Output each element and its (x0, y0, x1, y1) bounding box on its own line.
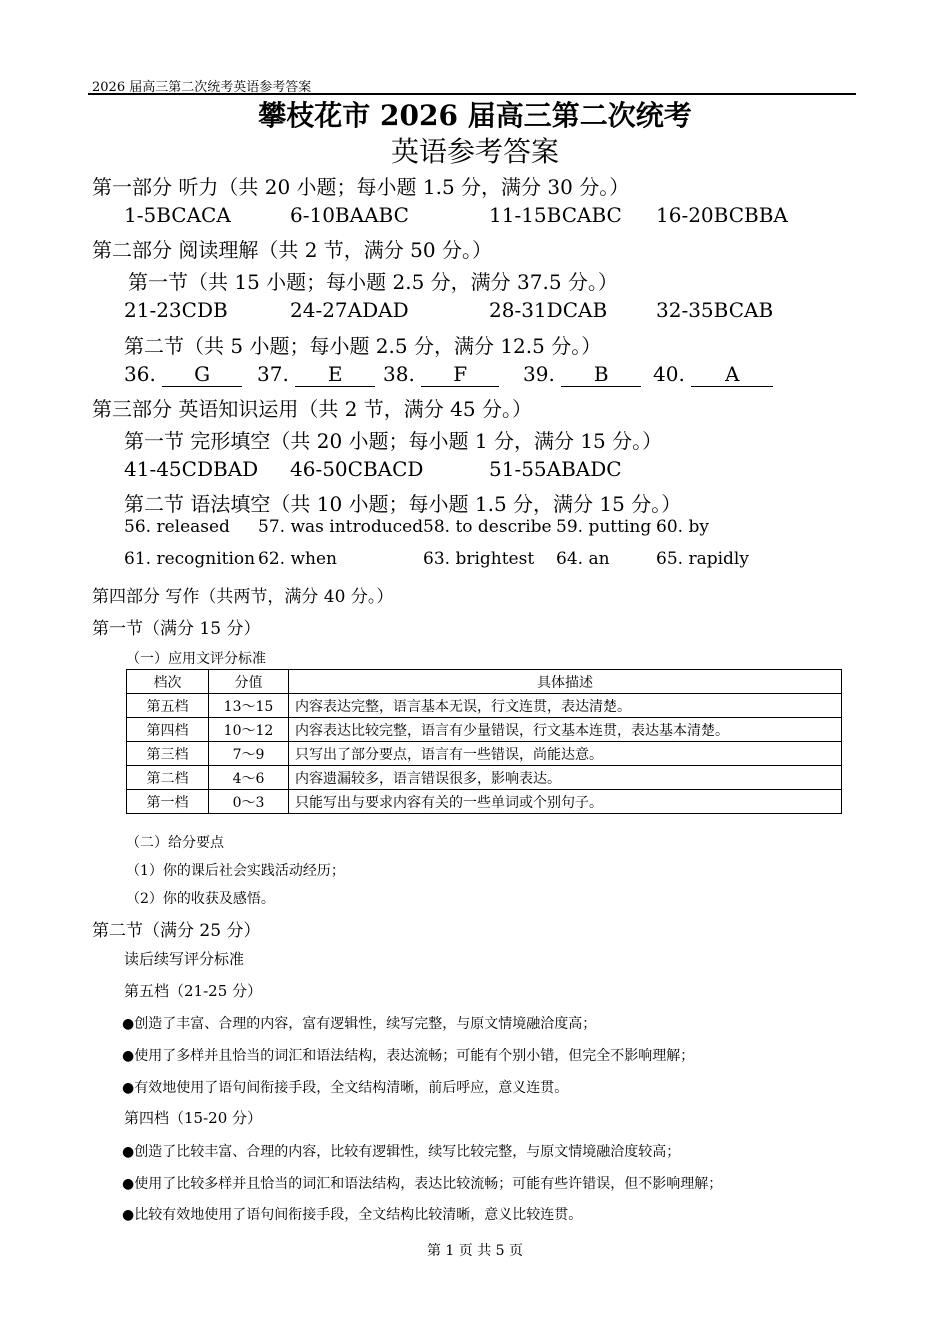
part2-sec1-answer-4: 32-35BCAB (656, 298, 774, 322)
level5-heading: 第五档（21-25 分） (124, 982, 263, 1000)
table-cell: 10～12 (209, 718, 289, 742)
scoring-table (126, 669, 842, 814)
answer-40 (653, 362, 773, 387)
table-cell: 0～3 (209, 790, 289, 814)
part1-heading: 第一部分 听力（共 20 小题；每小题 1.5 分，满分 30 分。） (92, 175, 630, 199)
grammar-answer-64: 64. an (556, 549, 610, 569)
part3-sec1-answer-3: 51-55ABADC (489, 457, 622, 481)
table-cell: 第四档 (127, 718, 209, 742)
table-cell: 4～6 (209, 766, 289, 790)
grammar-answer-62: 62. when (258, 549, 337, 569)
grammar-answer-59: 59. putting (556, 517, 652, 537)
part2-heading: 第二部分 阅读理解（共 2 节，满分 50 分。） (92, 238, 492, 262)
table-cell: 第一档 (127, 790, 209, 814)
part2-sec1-answer-1: 21-23CDB (124, 298, 228, 322)
column-header-description: 具体描述 (289, 670, 842, 694)
table-row (127, 742, 842, 766)
answer-36-num: 36. (124, 362, 156, 386)
level5-criterion-3: ●有效地使用了语句间衔接手段，全文结构清晰，前后呼应，意义连贯。 (122, 1080, 569, 1096)
table-header-row (127, 670, 842, 694)
part1-answer-3: 11-15BCABC (489, 203, 622, 227)
table-row (127, 790, 842, 814)
answer-38 (383, 362, 499, 387)
table-row (127, 718, 842, 742)
table-cell: 内容表达比较完整，语言有少量错误，行文基本连贯，表达基本清楚。 (289, 718, 842, 742)
part2-sec1-heading: 第一节（共 15 小题；每小题 2.5 分，满分 37.5 分。） (128, 270, 618, 294)
table-cell: 第三档 (127, 742, 209, 766)
table-cell: 第二档 (127, 766, 209, 790)
part2-sec1-answer-2: 24-27ADAD (290, 298, 409, 322)
answer-38-num: 38. (383, 362, 415, 386)
part1-answer-2: 6-10BAABC (290, 203, 409, 227)
running-header: 2026 届高三第二次统考英语参考答案 (92, 80, 312, 95)
grammar-answer-56: 56. released (124, 517, 230, 537)
continuation-criteria-title: 读后续写评分标准 (124, 950, 245, 968)
table-cell: 内容表达完整，语言基本无误，行文连贯，表达清楚。 (289, 694, 842, 718)
column-header-score: 分值 (209, 670, 289, 694)
part3-sec1-answer-1: 41-45CDBAD (124, 457, 259, 481)
grammar-answer-58: 58. to describe (423, 517, 552, 537)
answer-37 (257, 362, 375, 387)
table-cell: 13～15 (209, 694, 289, 718)
answer-37-value: E (295, 362, 375, 387)
table-row (127, 694, 842, 718)
level5-criterion-2: ●使用了多样并且恰当的词汇和语法结构，表达流畅；可能有个别小错，但完全不影响理解； (122, 1048, 695, 1064)
column-header-level: 档次 (127, 670, 209, 694)
grammar-answer-65: 65. rapidly (656, 549, 749, 569)
answer-37-num: 37. (257, 362, 289, 386)
level5-criterion-1: ●创造了丰富、合理的内容，富有逻辑性，续写完整，与原文情境融洽度高； (122, 1016, 597, 1032)
table-row (127, 766, 842, 790)
table-cell: 只写出了部分要点，语言有一些错误，尚能达意。 (289, 742, 842, 766)
table-cell: 内容遗漏较多，语言错误很多，影响表达。 (289, 766, 842, 790)
answer-39 (523, 362, 641, 387)
answer-38-value: F (421, 362, 499, 387)
grammar-answer-63: 63. brightest (423, 549, 535, 569)
part3-sec1-heading: 第一节 完形填空（共 20 小题；每小题 1 分，满分 15 分。） (124, 429, 663, 453)
level4-criterion-1: ●创造了比较丰富、合理的内容，比较有逻辑性，续写比较完整，与原文情境融洽度较高； (122, 1144, 681, 1160)
page-title: 攀枝花市 2026 届高三第二次统考 (258, 99, 692, 132)
part4-sec1-heading: 第一节（满分 15 分） (92, 619, 261, 639)
answer-39-num: 39. (523, 362, 555, 386)
table-cell: 第五档 (127, 694, 209, 718)
level4-criterion-3: ●比较有效地使用了语句间衔接手段，全文结构比较清晰，意义比较连贯。 (122, 1207, 583, 1223)
table-cell: 只能写出与要求内容有关的一些单词或个别句子。 (289, 790, 842, 814)
part3-sec2-heading: 第二节 语法填空（共 10 小题；每小题 1.5 分，满分 15 分。） (124, 492, 682, 516)
part4-sec2-heading: 第二节（满分 25 分） (92, 921, 261, 941)
answer-36 (124, 362, 242, 387)
table-cell: 7～9 (209, 742, 289, 766)
level4-heading: 第四档（15-20 分） (124, 1109, 263, 1127)
scoring-points-heading: （二）给分要点 (126, 835, 224, 851)
part1-answer-1: 1-5BCACA (124, 203, 231, 227)
part2-sec2-heading: 第二节（共 5 小题；每小题 2.5 分，满分 12.5 分。） (124, 334, 602, 358)
answer-39-value: B (561, 362, 641, 387)
page-number: 第 1 页 共 5 页 (426, 1243, 524, 1259)
part3-heading: 第三部分 英语知识运用（共 2 节，满分 45 分。） (92, 397, 532, 421)
answer-40-num: 40. (653, 362, 685, 386)
answer-36-value: G (162, 362, 242, 387)
part3-sec1-answer-2: 46-50CBACD (290, 457, 424, 481)
grammar-answer-57: 57. was introduced (258, 517, 424, 537)
scoring-point-1: （1）你的课后社会实践活动经历； (126, 863, 345, 879)
page-subtitle: 英语参考答案 (390, 135, 559, 168)
scoring-criteria-heading: （一）应用文评分标准 (126, 651, 266, 667)
grammar-answer-61: 61. recognition (124, 549, 256, 569)
scoring-point-2: （2）你的收获及感悟。 (126, 891, 275, 907)
level4-criterion-2: ●使用了比较多样并且恰当的词汇和语法结构，表达比较流畅；可能有些许错误，但不影响理解； (122, 1176, 723, 1192)
answer-40-value: A (691, 362, 773, 387)
part1-answer-4: 16-20BCBBA (656, 203, 788, 227)
grammar-answer-60: 60. by (656, 517, 709, 537)
part4-heading: 第四部分 写作（共两节，满分 40 分。） (92, 587, 394, 607)
part2-sec1-answer-3: 28-31DCAB (489, 298, 608, 322)
